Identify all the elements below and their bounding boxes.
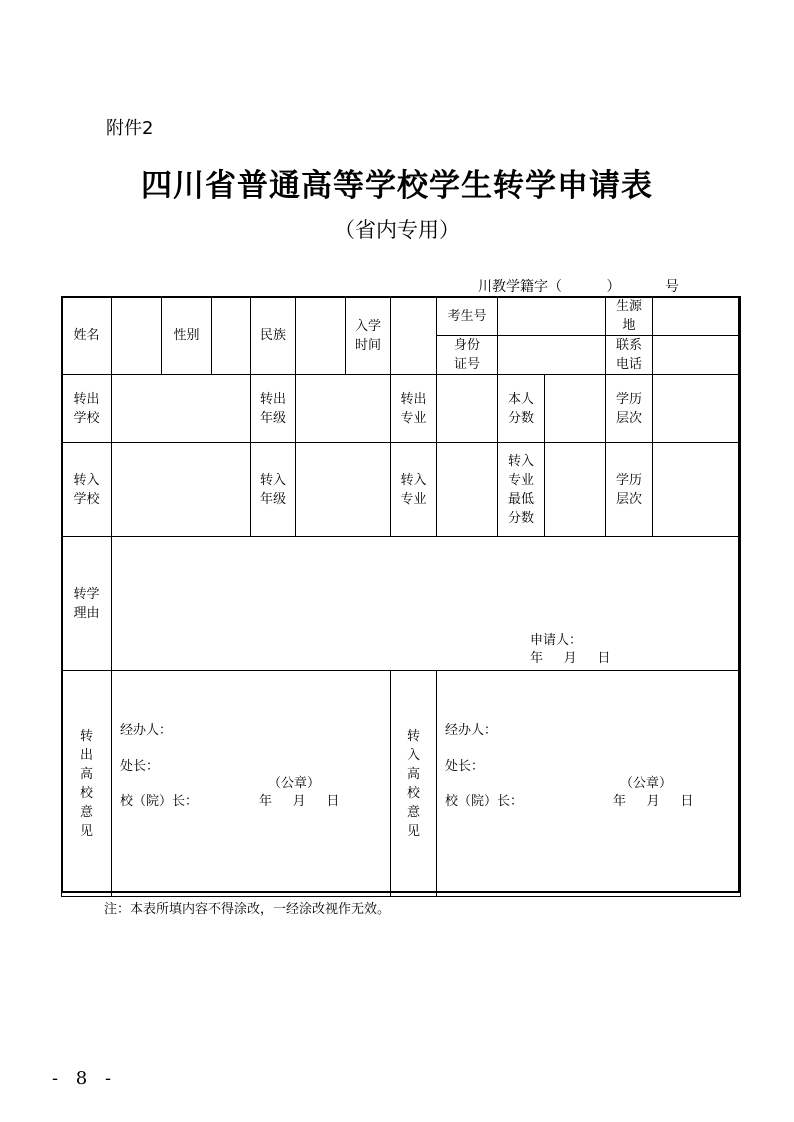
in-grade-field[interactable] [296, 443, 391, 537]
registration-prefix: 川教学籍字（ [478, 279, 562, 295]
in-director: 处长： [445, 759, 485, 774]
out-major-label: 转出 专业 [391, 375, 437, 443]
in-major-label: 转入 专业 [391, 443, 437, 537]
in-date: 年 月 日 [613, 794, 694, 809]
id-number-label: 身份 证号 [437, 336, 498, 375]
registration-line [478, 276, 679, 296]
transfer-application-form [61, 296, 741, 897]
id-number-field[interactable] [498, 336, 606, 375]
page-number: - 8 - [52, 1068, 118, 1089]
applicant-signature [530, 632, 610, 668]
page-title: 四川省普通高等学校学生转学申请表 [141, 168, 653, 204]
out-grade-field[interactable] [296, 375, 391, 443]
in-president: 校（院）长： [445, 794, 524, 809]
origin-field[interactable] [653, 297, 741, 336]
out-handler: 经办人： [120, 723, 173, 738]
name-field[interactable] [112, 297, 162, 375]
min-score-label: 转入 专业 最低 分数 [498, 443, 545, 537]
out-seal: （公章） [268, 776, 321, 791]
in-opinion-label: 转 入 高 校 意 见 [391, 671, 437, 897]
exam-number-field[interactable] [498, 297, 606, 336]
origin-label: 生源 地 [606, 297, 653, 336]
in-school-label: 转入 学校 [62, 443, 112, 537]
exam-number-label: 考生号 [437, 297, 498, 336]
in-level-field[interactable] [653, 443, 741, 537]
out-school-label: 转出 学校 [62, 375, 112, 443]
out-level-label: 学历 层次 [606, 375, 653, 443]
in-handler: 经办人： [445, 723, 498, 738]
out-opinion-field[interactable] [112, 671, 391, 897]
phone-field[interactable] [653, 336, 741, 375]
out-date: 年 月 日 [259, 794, 340, 809]
gender-label: 性别 [162, 297, 212, 375]
out-opinion-label: 转 出 高 校 意 见 [62, 671, 112, 897]
reason-field[interactable] [112, 537, 741, 671]
applicant-label: 申请人： [530, 633, 583, 648]
min-score-field[interactable] [545, 443, 606, 537]
in-major-field[interactable] [437, 443, 498, 537]
in-seal: （公章） [620, 776, 673, 791]
attachment-label: 附件2 [106, 118, 154, 139]
out-director: 处长： [120, 759, 160, 774]
footer-note: 注：本表所填内容不得涂改，一经涂改视作无效。 [104, 902, 391, 917]
own-score-field[interactable] [545, 375, 606, 443]
enroll-time-field[interactable] [391, 297, 437, 375]
phone-label: 联系 电话 [606, 336, 653, 375]
ethnicity-field[interactable] [296, 297, 346, 375]
in-level-label: 学历 层次 [606, 443, 653, 537]
in-opinion-field[interactable] [437, 671, 741, 897]
in-school-field[interactable] [112, 443, 251, 537]
reason-label: 转学 理由 [62, 537, 112, 671]
out-president: 校（院）长： [120, 794, 199, 809]
out-level-field[interactable] [653, 375, 741, 443]
gender-field[interactable] [212, 297, 251, 375]
in-grade-label: 转入 年级 [251, 443, 296, 537]
applicant-date: 年 月 日 [530, 651, 611, 666]
own-score-label: 本人 分数 [498, 375, 545, 443]
ethnicity-label: 民族 [251, 297, 296, 375]
registration-suffix: 号 [665, 279, 680, 295]
page-subtitle: （省内专用） [334, 218, 460, 242]
enroll-time-label: 入学 时间 [346, 297, 391, 375]
out-grade-label: 转出 年级 [251, 375, 296, 443]
out-major-field[interactable] [437, 375, 498, 443]
registration-mid: ） [606, 279, 621, 295]
out-school-field[interactable] [112, 375, 251, 443]
name-label: 姓名 [62, 297, 112, 375]
